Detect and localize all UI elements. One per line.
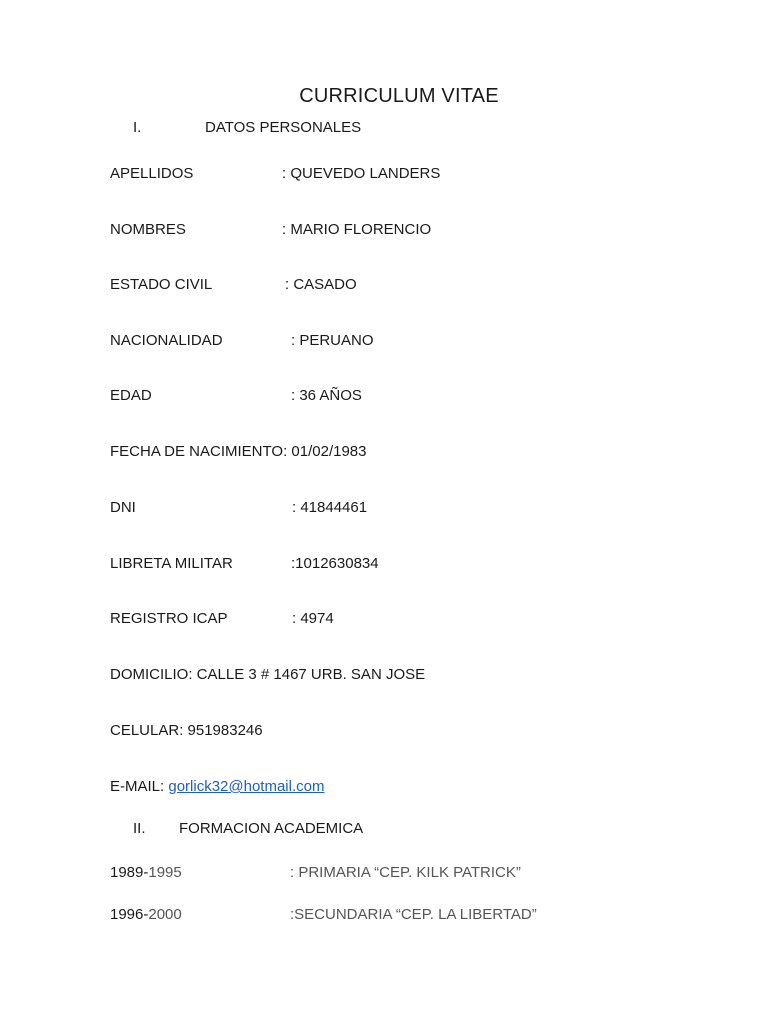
field-label: LIBRETA MILITAR (110, 555, 233, 572)
education-value: : PRIMARIA “CEP. KILK PATRICK” (290, 864, 521, 881)
education-years (110, 906, 182, 923)
section-title: DATOS PERSONALES (205, 119, 362, 136)
section-title: FORMACION ACADEMICA (179, 820, 364, 837)
years-end: 1995 (148, 864, 182, 881)
field-value: : CASADO (285, 276, 357, 293)
field-label: APELLIDOS (110, 165, 194, 182)
education-years (110, 864, 182, 881)
field-text: FECHA DE NACIMIENTO: 01/02/1983 (110, 443, 367, 460)
field-text: CELULAR: 951983246 (110, 722, 263, 739)
field-label: E-MAIL: (110, 778, 169, 795)
field-email-line (110, 778, 324, 795)
field-value: :1012630834 (291, 555, 379, 572)
field-value: : MARIO FLORENCIO (282, 221, 432, 238)
field-label: NOMBRES (110, 221, 186, 238)
section-number: I. (133, 119, 142, 136)
section-number: II. (133, 820, 146, 837)
field-label: EDAD (110, 387, 152, 404)
document-title: CURRICULUM VITAE (299, 85, 499, 107)
years-start: 1989- (110, 864, 149, 881)
field-value: : 36 AÑOS (291, 387, 362, 404)
field-label: DNI (110, 499, 136, 516)
years-end: 2000 (148, 906, 182, 923)
field-label: REGISTRO ICAP (110, 610, 228, 627)
field-label: ESTADO CIVIL (110, 276, 213, 293)
field-label: NACIONALIDAD (110, 332, 223, 349)
education-value: :SECUNDARIA “CEP. LA LIBERTAD” (290, 906, 537, 923)
field-value: : PERUANO (291, 332, 374, 349)
field-value: : 41844461 (292, 499, 368, 516)
years-start: 1996- (110, 906, 149, 923)
field-text: DOMICILIO: CALLE 3 # 1467 URB. SAN JOSE (110, 666, 426, 683)
field-value: : QUEVEDO LANDERS (282, 165, 441, 182)
field-value: : 4974 (292, 610, 334, 627)
email-link[interactable]: gorlick32@hotmail.com (168, 778, 325, 795)
